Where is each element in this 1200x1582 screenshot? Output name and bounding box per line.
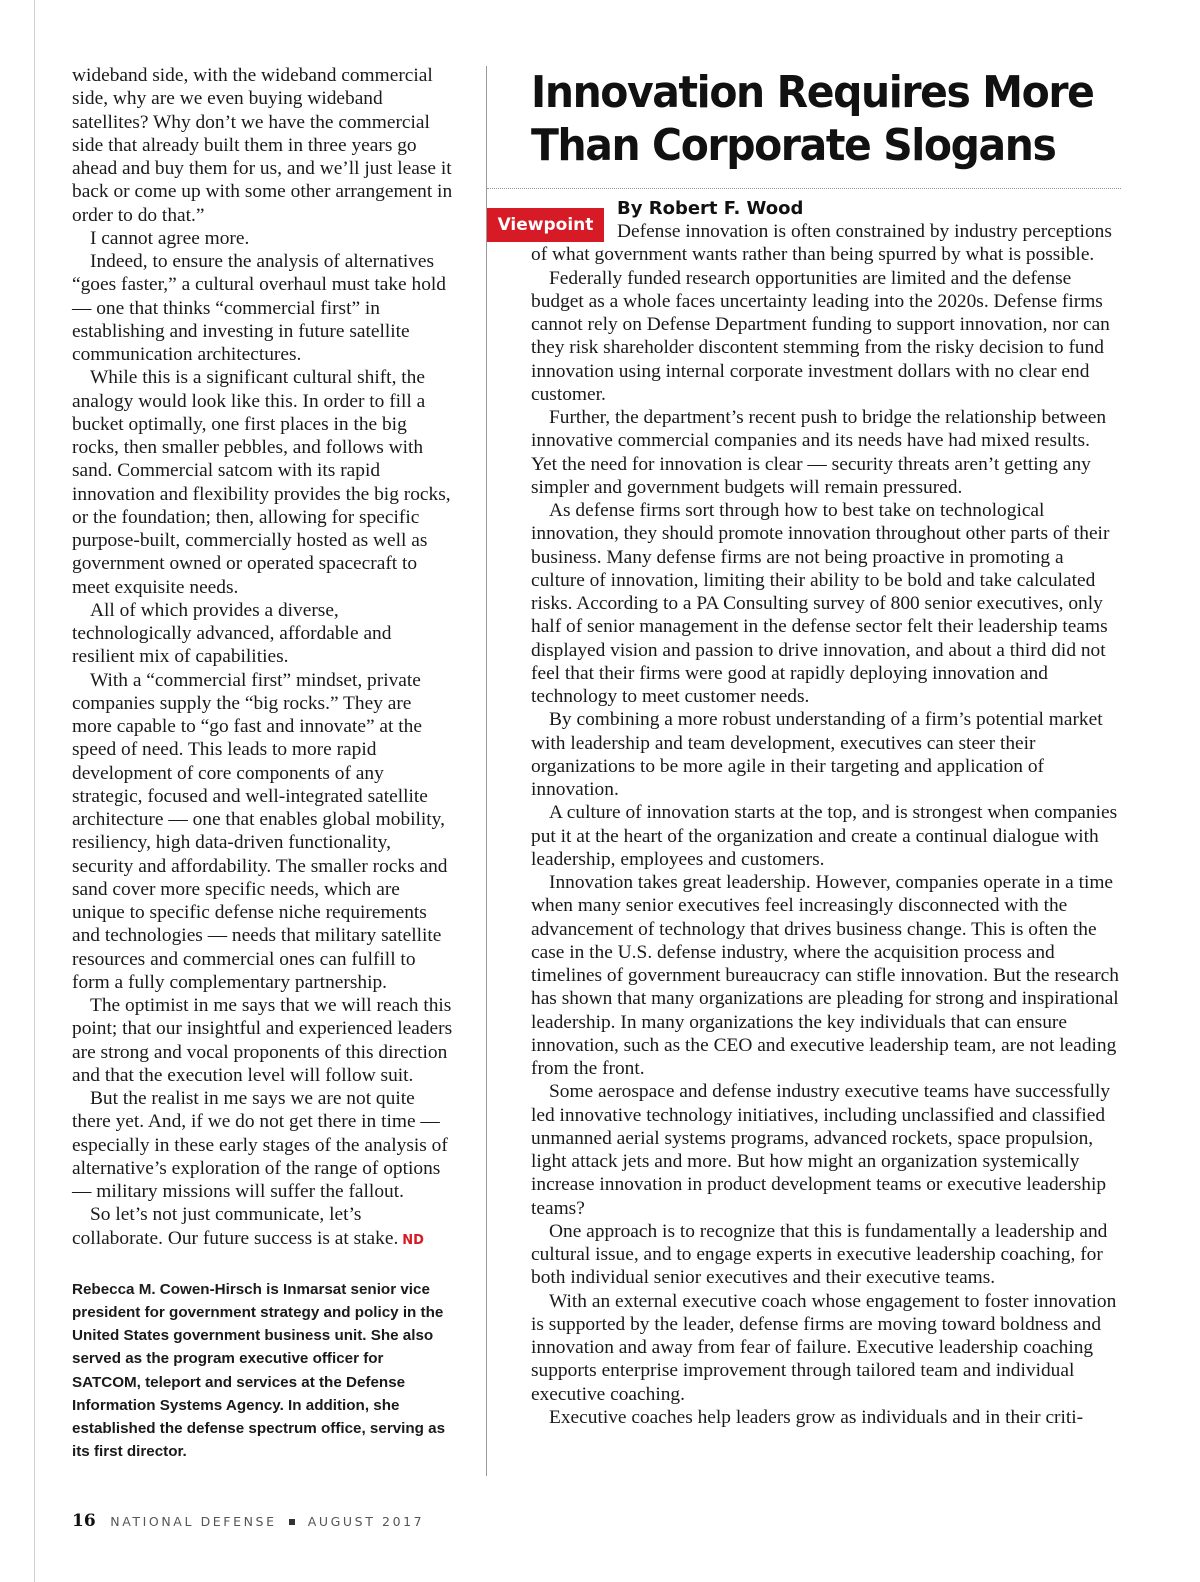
left-paragraph: While this is a significant cultural shift, the analogy would look like this. In order to fill a bucket optimally, one first places in the big rocks, then smaller pebbles, and follows with sand. Commercial satcom with its rapid innovation and flexibility provides the big rocks, or the foundation; then, allowing for specific purpose-built, commercially hosted as well as government owned or operated spacecraft to meet exquisite needs. — [72, 367, 451, 598]
byline: By Robert F. Wood — [617, 198, 804, 219]
left-column — [72, 64, 456, 1463]
right-column — [531, 66, 1119, 1429]
article-paragraph: Further, the department’s recent push to bridge the relationship between innovative commercial companies and its needs have had mixed results. Yet the need for innovation is clear — security threats aren’t getting any simpler and government budgets will remain pressured. — [531, 407, 1107, 498]
article-paragraph: Federally funded research opportunities are limited and the defense budget as a whole faces uncertainty leading into the 2020s. Defense firms cannot rely on Defense Department funding to support innovation, nor can they risk shareholder discontent stemming from the risky decision to fund innovation using internal corporate investment dollars with no clear end customer. — [531, 267, 1110, 405]
article-paragraph: Innovation takes great leadership. However, companies operate in a time when many senior executives feel increasingly disconnected with the advancement of technology that drives business change. This is often the case in the U.S. defense industry, where the acquisition process and timelines of government bureaucracy can stifle innovation. But the research has shown that many organizations are pleading for strong and inspirational leadership. In many organizations the key individuals that can ensure innovation, such as the CEO and executive leadership team, are not leading from the front. — [531, 872, 1119, 1079]
headline-line: Than Corporate Slogans — [531, 120, 1056, 171]
article-paragraph: Executive coaches help leaders grow as individuals and in their criti- — [549, 1406, 1084, 1428]
viewpoint-tag: Viewpoint — [487, 208, 604, 242]
article-paragraph: By combining a more robust understanding of a firm’s potential market with leadership and team development, executives can steer their organizations to be more agile in their targeting and application of innovation. — [531, 709, 1103, 800]
headline-line: Innovation Requires More — [531, 67, 1094, 118]
left-paragraph: With a “commercial first” mindset, private companies supply the “big rocks.” They are more capable to “go fast and innovate” at the speed of need. This leads to more rapid development of core components of any strategic, focused and well-integrated satellite architecture — one that enables global mobility, resiliency, high data-driven functionality, security and affordability. The smaller rocks and sand cover more specific needs, which are unique to specific defense niche requirements and technologies — needs that military satellite resources and commercial ones can fulfill to form a fully complementary partnership. — [72, 669, 448, 993]
article-headline — [531, 66, 1094, 172]
end-mark: ND — [402, 1232, 424, 1248]
left-paragraph: But the realist in me says we are not quite there yet. And, if we do not get there in time — especially in these early stages of the analysis of alternative’s exploration of the range of options — military missions will suffer the fallout. — [72, 1088, 448, 1202]
closing-text: So let’s not just communicate, let’s collaborate. Our future success is at stake. — [72, 1204, 399, 1249]
footer-bullet — [289, 1519, 295, 1525]
left-paragraph: All of which provides a diverse, technologically advanced, affordable and resilient mix of capabilities. — [72, 599, 392, 668]
article-paragraph: As defense firms sort through how to best take on technological innovation, they should promote innovation throughout other parts of their business. Many defense firms are not being proactive in promoting a culture of innovation, limiting their ability to be bold and take calculated risks. According to a PA Consulting survey of 800 senior executives, only half of senior management in the defense sector felt their leadership teams displayed vision and passion to drive innovation, and about a third did not feel that their firms were good at rapidly deploying innovation and technology to meet customer needs. — [531, 500, 1110, 707]
page-footer — [72, 1511, 424, 1531]
author-bio: Rebecca M. Cowen-Hirsch is Inmarsat senior vice president for government strategy and policy in the United States government business unit. She also served as the program executive officer for SATCOM, teleport and services at the Defense Information Systems Agency. In addition, she established the defense spectrum office, serving as its first director. — [72, 1280, 446, 1461]
article-paragraph: Defense innovation is often constrained by industry perceptions of what government wants rather than being spurred by what is possible. — [531, 221, 1112, 266]
publication-name: NATIONAL DEFENSE — [110, 1514, 277, 1529]
column-divider — [486, 66, 487, 1476]
left-paragraph: Indeed, to ensure the analysis of alternatives “goes faster,” a cultural overhaul must take hold — one that thinks “commercial first” in establishing and investing in future satellite communication architectures. — [72, 251, 446, 365]
page-number: 16 — [72, 1511, 96, 1531]
left-paragraph: I cannot agree more. — [90, 227, 250, 249]
left-paragraph: The optimist in me says that we will reach this point; that our insightful and experienced leaders are strong and vocal proponents of this direction and that the execution level will follow suit. — [72, 995, 453, 1086]
closing-paragraph — [72, 1203, 456, 1252]
article-paragraph: One approach is to recognize that this is fundamentally a leadership and cultural issue, and to engage experts in executive leadership coaching, for both individual senior executives and their executive teams. — [531, 1220, 1108, 1289]
article-paragraph: With an external executive coach whose engagement to foster innovation is supported by the leader, defense firms are moving toward boldness and innovation and away from fear of failure. Executive leadership coaching supports enterprise improvement through tailored team and individual executive coaching. — [531, 1290, 1117, 1405]
issue-date: AUGUST 2017 — [307, 1514, 425, 1529]
article-paragraph: Some aerospace and defense industry executive teams have successfully led innovative technology initiatives, including unclassified and classified unmanned aerial systems programs, advanced rockets, space propulsion, light attack jets and more. But how might an organization systemically increase innovation in product development teams or executive leadership teams? — [531, 1081, 1111, 1219]
left-paragraph: wideband side, with the wideband commercial side, why are we even buying wideband satellites? Why don’t we have the commercial side that already built them in three years go ahead and buy them for us, and we’ll just lease it back or come up with some other arrangement in order to do that.” — [72, 65, 453, 226]
article-paragraph: A culture of innovation starts at the top, and is strongest when companies put it at the heart of the organization and create a continual dialogue with leadership, employees and customers. — [531, 802, 1118, 870]
page-edge-line — [34, 0, 35, 1582]
